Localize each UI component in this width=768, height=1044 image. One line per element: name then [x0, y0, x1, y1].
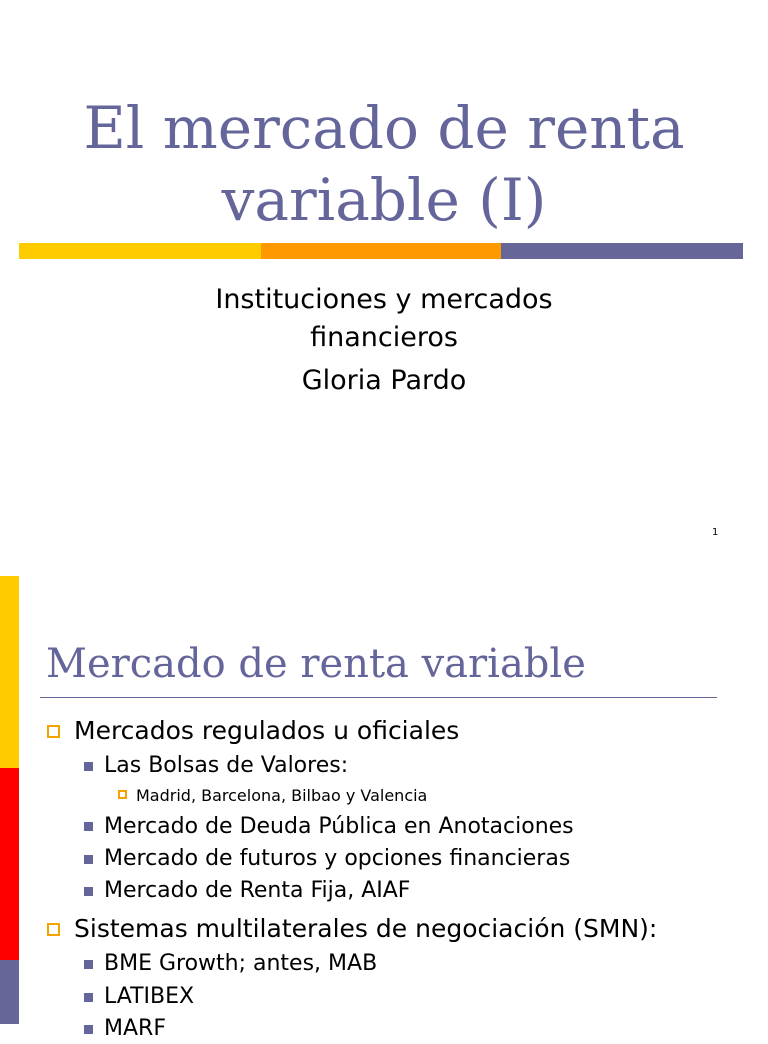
slide-title — [0, 92, 768, 236]
heading-underline — [40, 697, 717, 698]
square-bullet-icon — [84, 887, 93, 896]
subtitle-line-1: Instituciones y mercados — [215, 284, 553, 315]
square-bullet-icon — [84, 960, 93, 969]
square-bullet-icon — [84, 993, 93, 1002]
sub-bullet-item: LATIBEX — [104, 984, 195, 1009]
hollow-square-bullet-icon — [47, 923, 60, 936]
bullet-item: Sistemas multilaterales de negociación (SMN): — [74, 914, 658, 943]
hollow-square-bullet-icon — [47, 725, 60, 738]
square-bullet-icon — [84, 1025, 93, 1034]
side-bar-yellow — [0, 576, 19, 768]
sub-bullet-item: Mercado de Deuda Pública en Anotaciones — [104, 814, 574, 839]
divider-bar-yellow — [19, 243, 261, 259]
slide-title-line-2: variable (I) — [221, 166, 547, 234]
sub-sub-bullet-item: Madrid, Barcelona, Bilbao y Valencia — [136, 786, 428, 805]
slide-title-line-1: El mercado de renta — [83, 94, 685, 162]
sub-bullet-item: Mercado de futuros y opciones financieras — [104, 846, 571, 871]
slide-heading: Mercado de renta variable — [46, 641, 586, 687]
divider-bar-orange — [261, 243, 501, 259]
sub-bullet-item: Mercado de Renta Fija, AIAF — [104, 878, 411, 903]
subtitle-line-2: financieros — [310, 322, 458, 353]
side-bar-purple — [0, 960, 19, 1024]
content-slide — [0, 576, 768, 1041]
author-name: Gloria Pardo — [301, 365, 467, 396]
square-bullet-icon — [84, 822, 93, 831]
sub-bullet-item: BME Growth; antes, MAB — [104, 951, 378, 976]
subtitle — [0, 281, 768, 357]
bullet-item: Mercados regulados u oficiales — [74, 716, 460, 745]
hollow-square-bullet-icon — [118, 790, 127, 799]
divider-bar-purple — [501, 243, 743, 259]
page-number: 1 — [712, 527, 719, 538]
square-bullet-icon — [84, 762, 93, 771]
sub-bullet-item: MARF — [104, 1016, 166, 1041]
side-bar-red — [0, 768, 19, 960]
square-bullet-icon — [84, 855, 93, 864]
sub-bullet-item: Las Bolsas de Valores: — [104, 753, 349, 778]
